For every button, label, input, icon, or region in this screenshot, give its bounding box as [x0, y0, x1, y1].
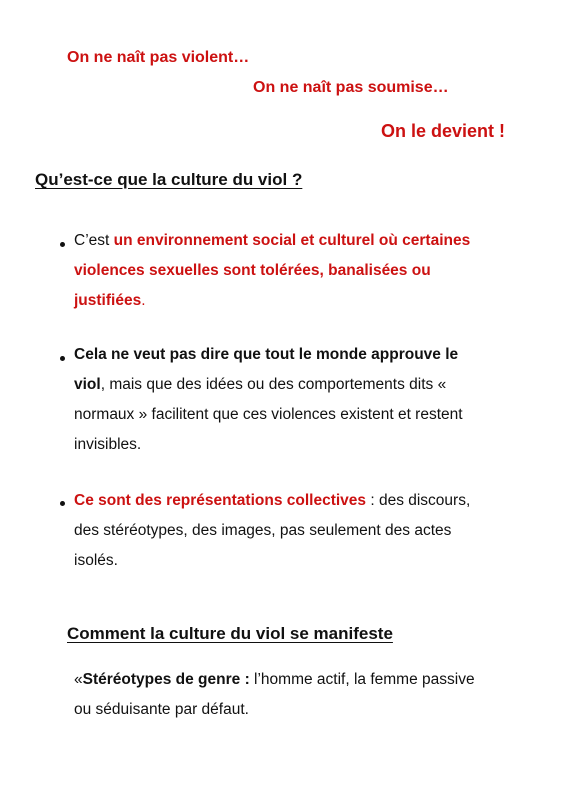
tagline-line-2: On ne naît pas soumise… [253, 79, 449, 96]
text-run: Cela ne veut pas dire que tout le monde approuve le [74, 346, 459, 363]
text-run: « [74, 671, 83, 688]
text-run: invisibles. [74, 436, 142, 453]
bullet-3-line [74, 516, 470, 546]
text-run: isolés. [74, 552, 118, 569]
bullet-1-line [74, 226, 470, 256]
text-run: normaux » facilitent que ces violences existent et restent [74, 406, 463, 423]
text-run: l’homme actif, la femme passive [249, 671, 475, 688]
tagline-line-1: On ne naît pas violent… [67, 49, 250, 66]
bullet-2-line [74, 370, 463, 400]
bullet-3-line [74, 546, 470, 576]
text-run: : des discours, [366, 492, 471, 509]
tagline-line-3: On le devient ! [381, 121, 506, 141]
bullet-2-line [74, 340, 463, 370]
section-heading-definition: Qu’est-ce que la culture du viol ? [35, 170, 303, 189]
text-run: violences sexuelles sont tolérées, banalisées ou [74, 262, 431, 279]
text-run: Stéréotypes de genre : [82, 671, 250, 688]
text-run: des stéréotypes, des images, pas seulement des actes [74, 522, 452, 539]
manifestation-paragraph [74, 665, 475, 725]
text-run: ou séduisante par défaut. [74, 701, 249, 718]
bullet-dot [60, 242, 65, 247]
bullet-dot [60, 356, 65, 361]
bullet-1-line [74, 256, 470, 286]
bullet-item-1 [74, 226, 470, 316]
text-run: . [141, 292, 146, 309]
bullet-2-line [74, 400, 463, 430]
text-run: Ce sont des représentations collectives [74, 492, 367, 509]
paragraph-line [74, 665, 475, 695]
bullet-3-line [74, 486, 470, 516]
bullet-item-3 [74, 486, 470, 576]
section-heading-manifestations: Comment la culture du viol se manifeste [67, 624, 393, 643]
bullet-1-line [74, 286, 470, 316]
text-run: un environnement social et culturel où certaines [113, 232, 471, 249]
text-run: C’est [74, 232, 114, 249]
bullet-2-line [74, 430, 463, 460]
paragraph-line [74, 695, 475, 725]
bullet-dot [60, 501, 65, 506]
text-run: viol [74, 376, 101, 393]
bullet-item-2 [74, 340, 463, 460]
text-run: justifiées [74, 292, 142, 309]
text-run: , mais que des idées ou des comportements dits « [100, 376, 447, 393]
